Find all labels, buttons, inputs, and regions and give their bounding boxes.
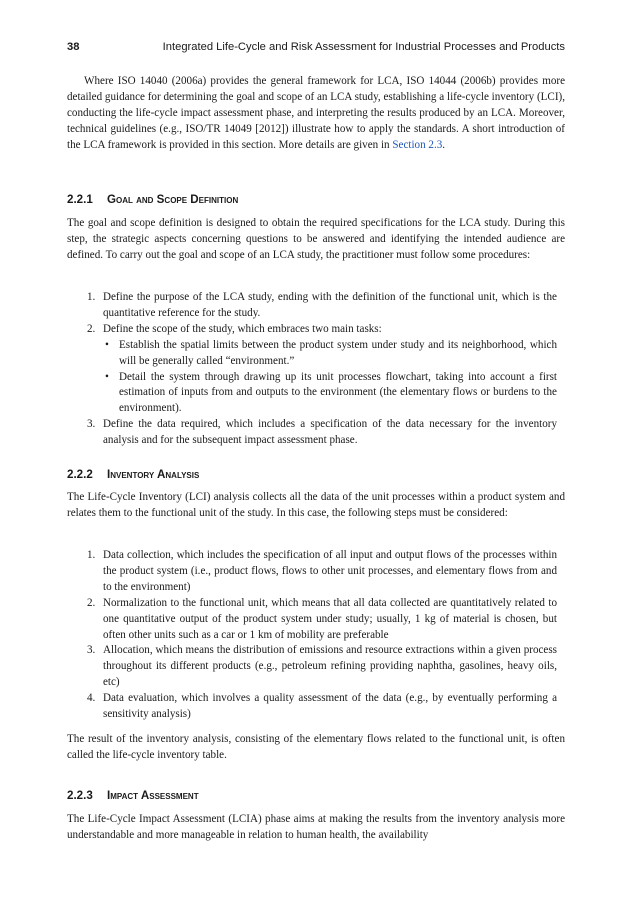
goal-scope-list-block (67, 290, 565, 449)
section-number: 2.2.3 (67, 789, 93, 802)
list-item (67, 643, 565, 691)
section-heading-2-2-1 (67, 193, 238, 206)
list-item-text: Define the data required, which includes a specification of the data necessary for the inventory analysis and for the subsequent impact assessment phase. (103, 418, 557, 447)
list-item-text: Define the scope of the study, which embraces two main tasks: (103, 322, 382, 335)
bullet-icon: • (105, 370, 109, 383)
section-number: 2.2.1 (67, 193, 93, 206)
list-item-text: Allocation, which means the distribution of emissions and resource extractions within a given process throughout its different products (e.g., petroleum refining providing naphtha, gasolines, heavy oils, etc) (103, 644, 557, 689)
list-marker: 4. (87, 692, 96, 705)
intro-text: Where ISO 14040 (2006a) provides the general framework for LCA, ISO 14044 (2006b) provides more detailed guidance for determining the goal and scope of an LCA study, establishing a life-cycle inventory (LCI), conducting the life-cycle impact assessment phase, and interpreting the results produced by an LCA. Moreover, technical guidelines (e.g., ISO/TR 14049 [2012]) illustrate how to apply the standards. A short introduction of the LCA framework is provided in this section. More details are given in (67, 75, 565, 151)
section-heading-2-2-3 (67, 789, 199, 802)
inventory-closing-paragraph: The result of the inventory analysis, consisting of the elementary flows related to the functional unit, is often called the life-cycle inventory table. (67, 733, 565, 761)
book-title: Integrated Life-Cycle and Risk Assessment for Industrial Processes and Products (162, 41, 565, 53)
inventory-paragraph: The Life-Cycle Inventory (LCI) analysis collects all the data of the unit processes within a product system and relates them to the functional unit of the study. In this case, the following steps must be considered: (67, 491, 565, 519)
section-heading-2-2-2 (67, 468, 199, 481)
intro-paragraph (67, 74, 565, 154)
list-marker: 2. (87, 322, 96, 335)
list-marker: 3. (87, 418, 96, 431)
section-2-2-1-body (67, 216, 565, 264)
list-item (67, 322, 565, 417)
list-item (67, 290, 565, 322)
page-number: 38 (67, 41, 80, 53)
sub-list (103, 338, 557, 418)
list-item-text: Normalization to the functional unit, which means that all data collected are quantitatively related to one quantitative output of the product system under study; usually, 1 kg of material is chosen, but often other units such as a car or 1 km of mobility are preferable (103, 596, 557, 641)
list-item-text: Data evaluation, which involves a quality assessment of the data (e.g., by eventually performing a sensitivity analysis) (103, 692, 557, 721)
sub-list-item (103, 338, 557, 370)
running-header (67, 41, 565, 57)
section-2-3-link[interactable]: Section 2.3 (392, 138, 443, 151)
list-item (67, 691, 565, 723)
inventory-list (67, 548, 565, 723)
section-number: 2.2.2 (67, 468, 93, 481)
section-title: Impact Assessment (107, 789, 199, 802)
list-marker: 2. (87, 596, 96, 609)
list-marker: 1. (87, 291, 96, 303)
goal-scope-paragraph: The goal and scope definition is designed to obtain the required specifications for the LCA study. During this step, the strategic aspects concerning questions to be answered and identifying the intended audience are defined. To carry out the goal and scope of an LCA study, the practitioner must follow some procedures: (67, 217, 565, 261)
section-2-2-3-body (67, 812, 565, 844)
bullet-icon: • (105, 338, 109, 351)
list-item-text: Data collection, which includes the specification of all input and output flows of the processes within the product system (i.e., product flows, flows to other unit processes, and elementary flows from and to the environment) (103, 549, 557, 593)
list-item (67, 417, 565, 449)
list-marker: 3. (87, 644, 96, 657)
list-item (67, 596, 565, 644)
intro-block (67, 74, 565, 154)
section-title: Inventory Analysis (107, 468, 200, 481)
list-marker: 1. (87, 549, 96, 561)
sub-list-item-text: Detail the system through drawing up its unit processes flowchart, taking into account a first estimation of inputs from and outputs to the environment (the elementary flows or burdens to the environment). (119, 370, 557, 415)
section-2-2-2-body (67, 490, 565, 522)
goal-scope-list (67, 290, 565, 449)
sub-list-item (103, 370, 557, 418)
list-item-text: Define the purpose of the LCA study, ending with the definition of the functional unit, which is the quantitative reference for the study. (103, 291, 557, 319)
inventory-list-block (67, 548, 565, 723)
section-title: Goal and Scope Definition (107, 193, 239, 206)
list-item (67, 548, 565, 596)
impact-paragraph: The Life-Cycle Impact Assessment (LCIA) phase aims at making the results from the inventory analysis more understandable and more manageable in relation to human health, the availability (67, 813, 565, 841)
sub-list-item-text: Establish the spatial limits between the product system under study and its neighborhood, which will be generally called “environment.” (119, 338, 557, 367)
inventory-closing-block (67, 732, 565, 764)
intro-text-end: . (442, 138, 446, 151)
